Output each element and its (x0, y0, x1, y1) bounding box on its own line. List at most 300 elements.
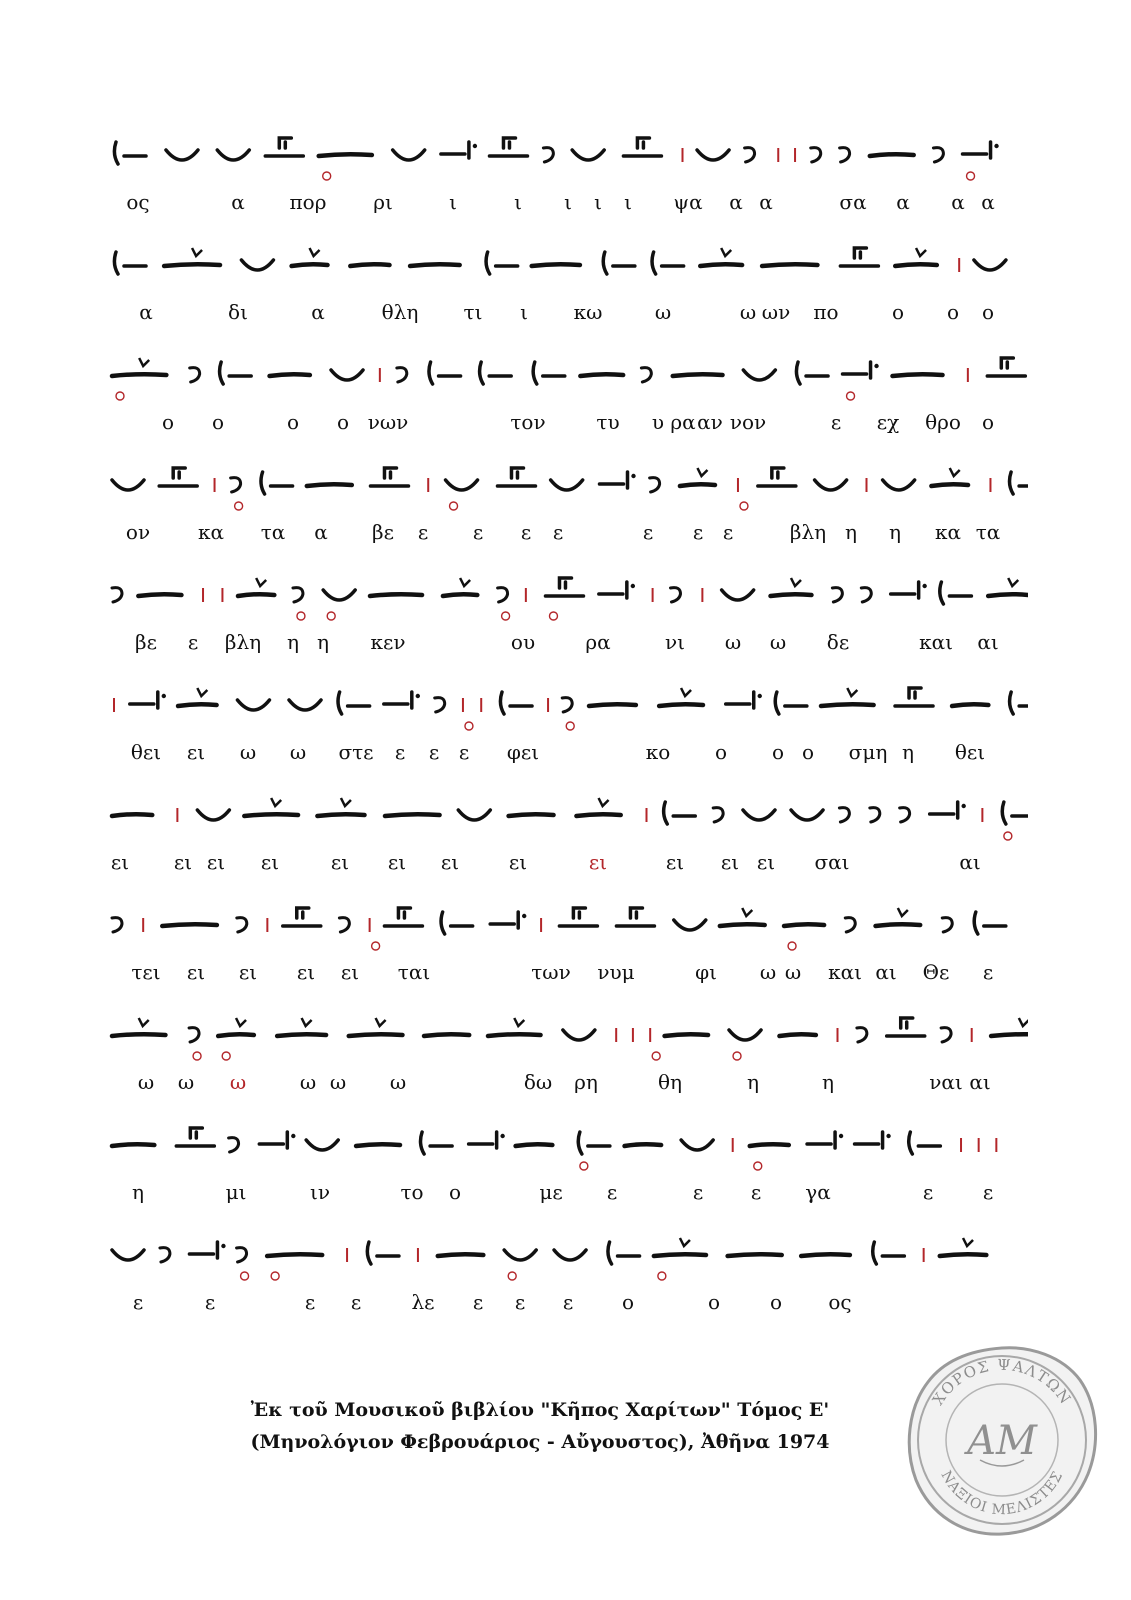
neume-sign (670, 588, 680, 602)
neume-row (108, 558, 1028, 628)
svg-text:ΝΑΞΙΟΙ ΜΕΛΙΣΤΕΣ: ΝΑΞΙΟΙ ΜΕΛΙΣΤΕΣ (937, 1468, 1067, 1519)
lyric-syllable: τι (463, 300, 483, 324)
neume-row (108, 668, 1028, 738)
neume-sign (367, 1242, 399, 1264)
lyric-syllable: ε (606, 1180, 618, 1204)
lyric-syllable: η (889, 520, 901, 544)
lyric-syllable: ε (394, 740, 406, 764)
neume-sign (217, 150, 249, 160)
music-system-line (108, 1218, 1028, 1328)
neume-sign (563, 1030, 595, 1040)
neume-row (108, 338, 1028, 408)
lyric-syllable: νον (729, 410, 767, 434)
neume-sign (974, 260, 1006, 270)
neume-sign (229, 1138, 239, 1152)
lyric-syllable: ει (387, 850, 407, 874)
neume-sign (1002, 802, 1028, 840)
lyric-syllable: βε (372, 520, 394, 544)
neume-sign (441, 912, 473, 934)
lyric-syllable: ω (784, 960, 802, 984)
lyric-syllable: πορ (289, 190, 327, 214)
neume-sign (319, 154, 372, 180)
neume-sign (931, 468, 968, 486)
neume-sign (112, 918, 122, 932)
neume-sign (265, 138, 303, 156)
lyric-syllable: ο (771, 740, 785, 764)
neume-sign (974, 912, 1006, 934)
lyric-syllable: ε (692, 1180, 704, 1204)
lyric-syllable: ω (239, 740, 257, 764)
lyric-syllable: ο (891, 300, 905, 324)
neume-sign (231, 478, 243, 510)
lyric-syllable: εχ (876, 410, 900, 434)
neume-sign (370, 594, 422, 596)
lyric-syllable: ε (642, 520, 654, 544)
neume-sign (650, 478, 660, 492)
lyric-syllable: η (287, 630, 299, 654)
lyric-syllable: ε (692, 520, 704, 544)
neume-sign (681, 1140, 713, 1150)
lyric-syllable: ε (982, 1180, 994, 1204)
lyric-syllable: ε (204, 1290, 216, 1314)
neume-sign (807, 1132, 843, 1148)
lyric-syllable: θη (657, 1070, 683, 1094)
neume-sign (674, 920, 706, 930)
lyric-syllable: δω (523, 1070, 553, 1094)
lyric-syllable: ται (397, 960, 431, 984)
neume-sign (441, 142, 477, 158)
neume-sign (292, 248, 328, 266)
lyric-syllable: ω (769, 630, 787, 654)
lyric-syllable: ο (801, 740, 815, 764)
neume-sign (625, 1144, 662, 1146)
neume-sign (486, 252, 518, 274)
neume-sign (942, 918, 952, 932)
neume-sign (338, 692, 370, 714)
neume-sign (891, 582, 927, 598)
neume-sign (988, 578, 1028, 596)
neume-sign (883, 480, 915, 490)
lyric-syllable: ε (350, 1290, 362, 1314)
lyrics-row (108, 628, 1028, 656)
lyric-syllable: α (729, 190, 743, 214)
lyric-syllable: ω (229, 1070, 247, 1094)
neume-sign (603, 252, 635, 274)
lyric-syllable: ι (564, 190, 572, 214)
neume-sign (306, 1140, 338, 1150)
neume-sign (393, 150, 425, 160)
lyric-syllable: σαι (814, 850, 850, 874)
lyric-syllable: ε (514, 1290, 526, 1314)
neume-sign (176, 1128, 214, 1146)
score (108, 118, 1028, 1328)
lyric-syllable: δε (826, 630, 850, 654)
neume-sign (516, 1144, 553, 1146)
neume-sign (497, 468, 535, 486)
lyric-syllable: φι (695, 960, 717, 984)
lyric-syllable: ει (340, 960, 360, 984)
lyric-syllable: γα (805, 1180, 831, 1204)
neume-sign (1010, 692, 1028, 714)
lyrics-row (108, 188, 1028, 216)
neume-sign (261, 472, 293, 494)
neume-sign (641, 368, 651, 382)
neume-sign (861, 588, 871, 602)
neume-sign (164, 248, 220, 266)
lyric-syllable: Θε (922, 960, 950, 984)
neume-sign (554, 1250, 586, 1260)
lyrics-row (108, 298, 1028, 326)
neume-sign (1009, 472, 1028, 494)
neume-sign (952, 704, 988, 706)
neume-sign (839, 808, 849, 822)
lyrics-row (108, 408, 1028, 436)
neume-sign (623, 138, 661, 156)
neume-sign (238, 578, 274, 596)
neume-sign (112, 1250, 144, 1260)
lyric-syllable: ει (206, 850, 226, 874)
neume-sign (726, 692, 762, 708)
lyric-syllable: ος (828, 1290, 852, 1314)
lyric-syllable: βλη (224, 630, 262, 654)
neume-sign (941, 1028, 951, 1042)
neume-sign (758, 468, 796, 486)
lyric-syllable: ο (946, 300, 960, 324)
citation-line-1: Ἐκ τοῦ Μουσικοῦ βιβλίου "Κῆπος Χαρίτων" Τόμος Ε' (250, 1399, 830, 1421)
neume-sign (840, 148, 850, 162)
neume-sign (384, 692, 420, 708)
lyric-syllable: κα (197, 520, 225, 544)
lyric-syllable: αι (977, 630, 999, 654)
neume-sign (435, 698, 445, 712)
neume-sign (652, 252, 684, 274)
neume-sign (796, 362, 828, 384)
neume-sign (323, 590, 355, 620)
lyric-syllable: ει (296, 960, 316, 984)
lyric-syllable: ρη (574, 1070, 598, 1094)
neume-sign (384, 908, 422, 926)
lyric-syllable: ος (126, 190, 150, 214)
lyric-syllable: σμη (848, 740, 888, 764)
neume-sign (801, 1254, 850, 1256)
neume-sign (166, 150, 198, 160)
lyric-syllable: νι (665, 630, 685, 654)
bar-line (463, 698, 473, 730)
lyric-syllable: νων (367, 410, 409, 434)
lyric-syllable: ει (588, 850, 608, 874)
lyric-syllable: ει (238, 960, 258, 984)
neume-sign (870, 808, 880, 822)
neume-sign (397, 368, 407, 382)
music-system-line (108, 338, 1028, 448)
lyric-syllable: ι (520, 300, 528, 324)
neume-sign (480, 362, 512, 384)
neume-sign (697, 150, 729, 160)
lyric-syllable: δι (228, 300, 248, 324)
lyrics-row (108, 1288, 1028, 1316)
lyric-syllable: ω (329, 1070, 347, 1094)
lyric-syllable: ο (286, 410, 300, 434)
bar-line (738, 478, 748, 510)
neume-row (108, 888, 1028, 958)
neume-sign (190, 368, 200, 382)
neume-sign (855, 1132, 891, 1148)
neume-sign (438, 1254, 484, 1256)
neume-sign (504, 1250, 536, 1280)
lyric-syllable: ει (756, 850, 776, 874)
lyric-syllable: ο (714, 740, 728, 764)
source-citation (220, 1394, 860, 1458)
neume-sign (356, 1144, 400, 1146)
lyric-syllable: ο (336, 410, 350, 434)
neume-sign (112, 358, 166, 400)
lyric-syllable: ε (472, 520, 484, 544)
lyric-syllable: ω (724, 630, 742, 654)
lyric-syllable: ε (132, 1290, 144, 1314)
neume-sign (237, 1248, 249, 1280)
music-system-line (108, 448, 1028, 558)
neume-sign (259, 1132, 295, 1148)
lyric-syllable: η (845, 520, 857, 544)
neume-sign (289, 700, 321, 710)
neume-sign (930, 802, 966, 818)
lyric-syllable: ω (289, 740, 307, 764)
lyric-syllable: θει (130, 740, 162, 764)
lyric-syllable: κα (934, 520, 962, 544)
lyrics-row (108, 1068, 1028, 1096)
lyric-syllable: αι (875, 960, 897, 984)
lyric-syllable: τει (131, 960, 161, 984)
neume-sign (600, 472, 636, 488)
lyric-syllable: τυ (596, 410, 620, 434)
neume-sign (112, 480, 144, 490)
lyric-syllable: ου (510, 630, 536, 654)
lyric-syllable: ει (508, 850, 528, 874)
lyric-syllable: ε (472, 1290, 484, 1314)
neume-sign (750, 1144, 789, 1170)
neume-sign (237, 700, 269, 710)
lyric-syllable: κο (645, 740, 671, 764)
neume-sign (963, 142, 999, 180)
lyric-syllable: ει (186, 740, 206, 764)
neume-sign (178, 688, 217, 706)
music-system-line (108, 668, 1028, 778)
neume-sign (189, 1242, 225, 1258)
lyric-syllable: φει (506, 740, 540, 764)
lyric-syllable: ει (110, 850, 130, 874)
neume-sign (197, 810, 229, 820)
neume-sign (840, 248, 878, 266)
neume-sign (244, 798, 298, 816)
neume-sign (728, 1254, 782, 1256)
lyric-syllable: α (951, 190, 965, 214)
neume-sign (887, 1018, 925, 1036)
neume-sign (241, 260, 273, 270)
neume-sign (900, 808, 910, 822)
lyric-syllable: ρα (670, 410, 696, 434)
lyric-syllable: ω (137, 1070, 155, 1094)
neume-sign (608, 1242, 640, 1264)
neume-sign (654, 1238, 706, 1280)
neume-sign (892, 374, 942, 376)
lyric-syllable: θλη (381, 300, 419, 324)
lyric-syllable: ε (922, 1180, 934, 1204)
neume-sign (933, 148, 943, 162)
lyric-syllable: στε (338, 740, 374, 764)
lyric-syllable: ε (982, 960, 994, 984)
neume-sign (112, 1144, 154, 1146)
neume-sign (811, 148, 821, 162)
neume-sign (562, 698, 574, 730)
music-system-line (108, 558, 1028, 668)
neume-sign (700, 248, 742, 266)
music-system-line (108, 1108, 1028, 1218)
neume-sign (659, 688, 703, 706)
lyric-syllable: τα (975, 520, 1001, 544)
lyric-syllable: ω (299, 1070, 317, 1094)
lyrics-row (108, 1178, 1028, 1206)
lyric-syllable: και (828, 960, 862, 984)
neume-sign (580, 374, 623, 376)
neume-sign (533, 362, 565, 384)
neume-sign (293, 588, 305, 620)
lyric-syllable: αν (697, 410, 723, 434)
neume-sign (189, 1028, 201, 1060)
neume-sign (317, 798, 364, 816)
lyric-syllable: ο (621, 1290, 635, 1314)
neume-sign (576, 798, 620, 816)
lyric-syllable: ι (624, 190, 632, 214)
neume-sign (599, 582, 635, 598)
neume-sign (385, 814, 440, 816)
neume-sign (112, 1018, 165, 1036)
lyric-syllable: α (981, 190, 995, 214)
lyric-syllable: ε (187, 630, 199, 654)
lyric-syllable: ω (759, 960, 777, 984)
neume-sign (784, 924, 824, 950)
neume-sign (673, 374, 723, 376)
lyric-syllable: ε (830, 410, 842, 434)
neume-sign (665, 1034, 708, 1036)
lyric-syllable: ο (448, 1180, 462, 1204)
neume-sign (114, 252, 146, 274)
neume-sign (876, 908, 921, 926)
neume-sign (112, 588, 122, 602)
lyric-syllable: α (314, 520, 328, 544)
lyric-syllable: ει (330, 850, 350, 874)
neume-sign (845, 918, 855, 932)
lyric-syllable: ε (458, 740, 470, 764)
neume-sign (370, 468, 408, 486)
lyric-syllable: κω (573, 300, 603, 324)
lyric-syllable: ε (304, 1290, 316, 1314)
neume-sign (815, 480, 847, 490)
lyric-syllable: ον (125, 520, 151, 544)
neume-sign (551, 480, 583, 490)
neume-row (108, 228, 1028, 298)
neume-sign (509, 814, 554, 816)
neume-sign (832, 588, 842, 602)
neume-sign (410, 264, 460, 266)
lyric-syllable: ο (981, 410, 995, 434)
neume-sign (713, 808, 723, 822)
neume-sign (498, 588, 510, 620)
neume-sign (277, 1018, 326, 1036)
lyric-syllable: θρο (925, 410, 961, 434)
lyric-syllable: ε (552, 520, 564, 544)
svg-text:ΧΟΡΟΣ ΨΑΛΤΩΝ: ΧΟΡΟΣ ΨΑΛΤΩΝ (928, 1355, 1076, 1409)
lyric-syllable: ι (449, 190, 457, 214)
lyric-syllable: πο (813, 300, 839, 324)
neume-sign (421, 1132, 453, 1154)
lyric-syllable: ω (177, 1070, 195, 1094)
lyric-syllable: ων (761, 300, 791, 324)
lyric-syllable: αι (959, 850, 981, 874)
neume-sign (895, 248, 937, 266)
neume-sign (545, 578, 583, 620)
neume-sign (722, 590, 754, 600)
neume-sign (307, 484, 352, 486)
lyric-syllable: τα (260, 520, 286, 544)
lyrics-row (108, 958, 1028, 986)
neume-row (108, 448, 1028, 518)
neume-sign (446, 480, 478, 510)
neume-sign (429, 362, 461, 384)
lyric-syllable: ει (440, 850, 460, 874)
music-system-line (108, 778, 1028, 888)
svg-text:ΑΜ: ΑΜ (967, 1418, 1037, 1464)
neume-sign (331, 370, 363, 380)
lyric-syllable: α (311, 300, 325, 324)
lyric-syllable: λε (411, 1290, 435, 1314)
lyric-syllable: κεν (370, 630, 406, 654)
neume-sign (940, 582, 972, 604)
lyric-syllable: ω (654, 300, 672, 324)
neume-sign (843, 362, 879, 400)
neume-sign (220, 362, 252, 384)
neume-sign (138, 594, 181, 596)
neume-sign (350, 264, 389, 266)
lyric-syllable: ε (417, 520, 429, 544)
lyric-syllable: τον (510, 410, 546, 434)
neume-sign (489, 138, 527, 156)
neume-sign (490, 912, 526, 928)
lyric-syllable: το (400, 1180, 424, 1204)
neume-sign (578, 1132, 610, 1170)
lyric-syllable: ε (750, 1180, 762, 1204)
neume-sign (680, 468, 715, 486)
neume-sign (270, 374, 310, 376)
neume-row (108, 1218, 1028, 1288)
bar-line (370, 918, 380, 950)
neume-sign (458, 810, 490, 820)
neume-sign (532, 264, 580, 266)
lyric-syllable: ει (720, 850, 740, 874)
lyric-syllable: ο (161, 410, 175, 434)
bar-line (650, 1028, 660, 1060)
lyric-syllable: η (822, 1070, 834, 1094)
neume-sign (762, 264, 817, 266)
lyric-syllable: ει (186, 960, 206, 984)
neume-sign (572, 150, 604, 160)
lyric-syllable: ο (769, 1290, 783, 1314)
neume-sign (469, 1132, 505, 1148)
lyric-syllable: σα (839, 190, 867, 214)
lyric-syllable: ε (562, 1290, 574, 1314)
lyric-syllable: α (759, 190, 773, 214)
lyric-syllable: ρι (373, 190, 393, 214)
neume-sign (130, 692, 166, 708)
